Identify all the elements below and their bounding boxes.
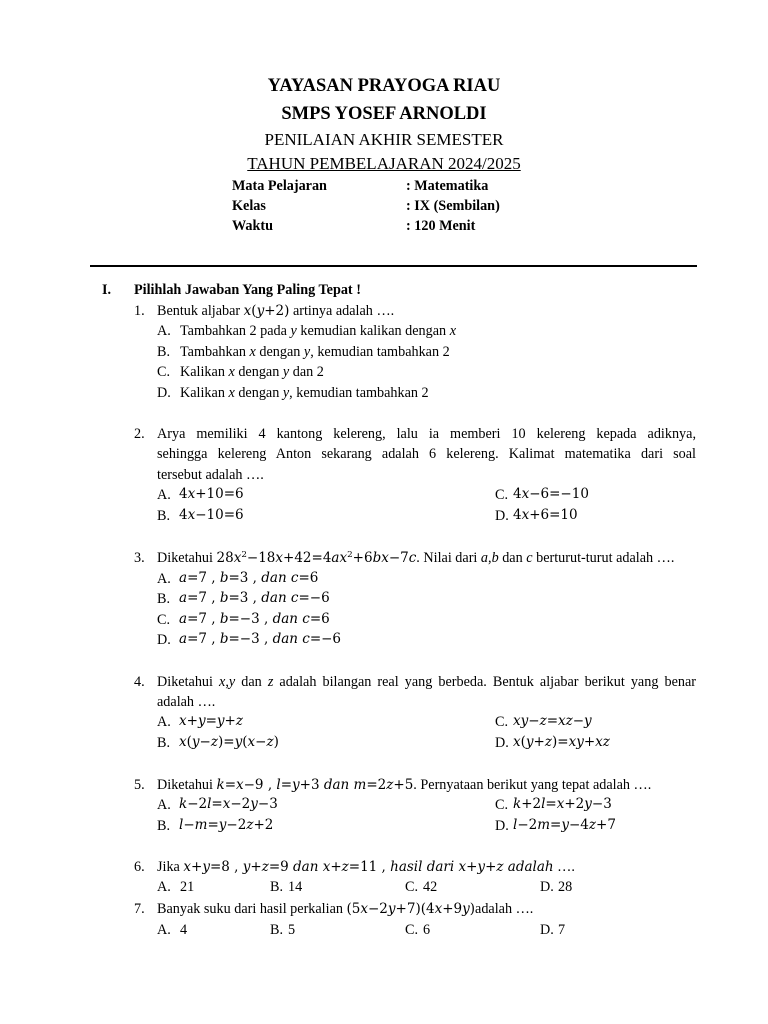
option-text: Kalikan x dengan y dan 2 bbox=[180, 364, 324, 380]
divider bbox=[90, 265, 697, 267]
meta-value: : 120 Menit bbox=[406, 218, 476, 234]
option-text: 42 bbox=[423, 879, 438, 895]
option-letter: C. bbox=[495, 487, 509, 503]
question-number: 5. bbox=[134, 777, 145, 793]
option-letter: C. bbox=[405, 879, 419, 895]
option-letter: C. bbox=[157, 364, 171, 380]
section-number: I. bbox=[102, 282, 112, 298]
question-text: Diketahui k=x−9 , l=y+3 dan m=2z+5. Pernyataan berikut yang tepat adalah …. bbox=[157, 777, 652, 793]
option-text: x(y+z)=xy+xz bbox=[513, 734, 610, 750]
meta-value: : IX (Sembilan) bbox=[406, 198, 500, 214]
option-text: k+2l=x+2y−3 bbox=[513, 796, 612, 812]
meta-label: Mata Pelajaran bbox=[232, 178, 327, 194]
option-letter: B. bbox=[157, 735, 171, 751]
academic-year-text: TAHUN PEMBELAJARAN 2024/2025 bbox=[247, 154, 521, 173]
option-text: a=7 , b=−3 , dan c=6 bbox=[179, 611, 330, 627]
option-letter: A. bbox=[157, 571, 171, 587]
question-number: 4. bbox=[134, 674, 145, 690]
option-letter: C. bbox=[495, 714, 509, 730]
option-text: 4x−10=6 bbox=[179, 507, 244, 523]
option-text: a=7 , b=3 , dan c=−6 bbox=[179, 590, 330, 606]
option-text: Kalikan x dengan y, kemudian tambahkan 2 bbox=[180, 385, 429, 401]
question-number: 1. bbox=[134, 303, 145, 319]
question-text: Banyak suku dari hasil perkalian (5x−2y+7)(4x+9y)adalah …. bbox=[157, 901, 534, 917]
question-text-line: adalah …. bbox=[157, 694, 216, 710]
option-text: 4x−6=−10 bbox=[513, 486, 589, 502]
option-text: 4x+6=10 bbox=[513, 507, 578, 523]
exam-title: PENILAIAN AKHIR SEMESTER bbox=[264, 130, 504, 149]
option-letter: B. bbox=[157, 591, 171, 607]
option-letter: A. bbox=[157, 922, 171, 938]
option-letter: C. bbox=[405, 922, 419, 938]
option-letter: D. bbox=[157, 632, 171, 648]
academic-year bbox=[0, 155, 768, 172]
question-text-line: Diketahui x,y dan z adalah bilangan real yang berbeda. Bentuk aljabar berikut yang benar bbox=[157, 674, 696, 690]
option-letter: B. bbox=[270, 879, 284, 895]
option-text: 4x+10=6 bbox=[179, 486, 244, 502]
option-text: k−2l=x−2y−3 bbox=[179, 796, 278, 812]
option-text: 4 bbox=[180, 922, 188, 938]
question-number: 3. bbox=[134, 550, 145, 566]
section-title: Pilihlah Jawaban Yang Paling Tepat ! bbox=[134, 282, 361, 298]
question-number: 7. bbox=[134, 901, 145, 917]
question-text: Diketahui $28x^2-18x+42=4ax^2+6bx-7c$. Nilai dari a,b dan c berturut-turut adalah …. bbox=[157, 549, 675, 566]
option-letter: B. bbox=[157, 508, 171, 524]
meta-value: : Matematika bbox=[406, 178, 489, 194]
option-letter: C. bbox=[495, 797, 509, 813]
foundation-name: YAYASAN PRAYOGA RIAU bbox=[267, 76, 501, 96]
option-text: 5 bbox=[288, 922, 296, 938]
option-text: a=7 , b=−3 , dan c=−6 bbox=[179, 631, 342, 647]
option-text: l−m=y−2z+2 bbox=[179, 817, 274, 833]
option-letter: A. bbox=[157, 323, 171, 339]
option-letter: D. bbox=[495, 818, 509, 834]
option-text: l−2m=y−4z+7 bbox=[513, 817, 616, 833]
option-letter: C. bbox=[157, 612, 171, 628]
option-text: 14 bbox=[288, 879, 303, 895]
option-letter: D. bbox=[495, 735, 509, 751]
question-text: Bentuk aljabar x(y+2) artinya adalah …. bbox=[157, 303, 395, 319]
option-letter: D. bbox=[540, 879, 554, 895]
option-letter: B. bbox=[157, 344, 171, 360]
option-text: 6 bbox=[423, 922, 431, 938]
option-letter: B. bbox=[157, 818, 171, 834]
option-letter: A. bbox=[157, 487, 171, 503]
option-text: Tambahkan x dengan y, kemudian tambahkan 2 bbox=[180, 344, 450, 360]
question-text: Jika x+y=8 , y+z=9 dan x+z=11 , hasil dari x+y+z adalah …. bbox=[157, 859, 575, 875]
option-letter: D. bbox=[540, 922, 554, 938]
school-name: SMPS YOSEF ARNOLDI bbox=[281, 104, 487, 124]
option-text: x(y−z)=y(x−z) bbox=[179, 734, 279, 750]
option-letter: A. bbox=[157, 714, 171, 730]
option-text: 7 bbox=[558, 922, 566, 938]
question-text-line: tersebut adalah …. bbox=[157, 467, 264, 483]
option-letter: D. bbox=[157, 385, 171, 401]
option-text: 21 bbox=[180, 879, 195, 895]
option-text: x+y=y+z bbox=[179, 713, 243, 729]
meta-label: Waktu bbox=[232, 218, 274, 234]
option-letter: D. bbox=[495, 508, 509, 524]
option-letter: A. bbox=[157, 879, 171, 895]
option-letter: B. bbox=[270, 922, 284, 938]
option-text: xy−z=xz−y bbox=[513, 713, 592, 729]
option-letter: A. bbox=[157, 797, 171, 813]
question-number: 6. bbox=[134, 859, 145, 875]
option-text: a=7 , b=3 , dan c=6 bbox=[179, 570, 319, 586]
question-text-line: Arya memiliki 4 kantong kelereng, lalu ia memberi 10 kelereng kepada adiknya, bbox=[157, 426, 696, 442]
option-text: 28 bbox=[558, 879, 573, 895]
option-text: Tambahkan 2 pada y kemudian kalikan dengan x bbox=[180, 323, 456, 339]
question-number: 2. bbox=[134, 426, 145, 442]
meta-label: Kelas bbox=[232, 198, 266, 214]
question-text-line: sehingga kelereng Anton sekarang adalah 6 kelereng. Kalimat matematika dari soal bbox=[157, 446, 696, 462]
